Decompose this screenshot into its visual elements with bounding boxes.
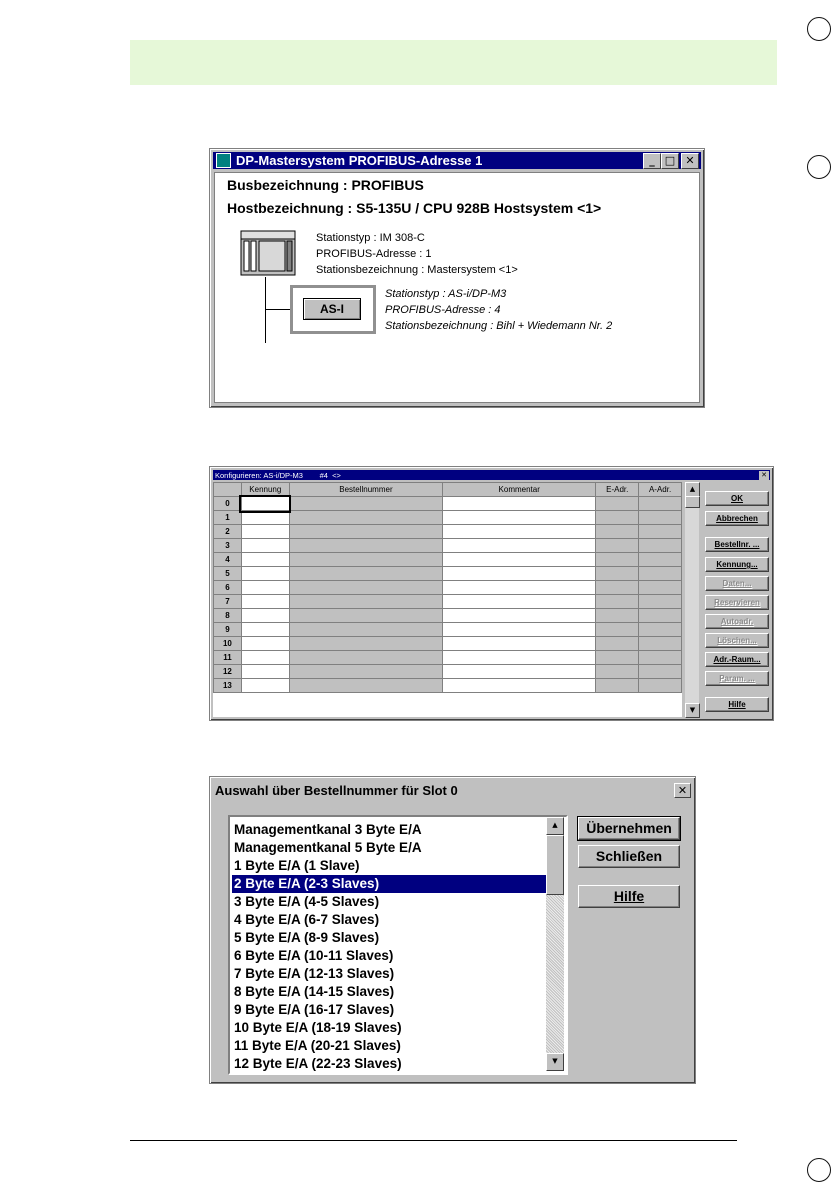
table-row[interactable] — [214, 609, 682, 623]
kennung-cell[interactable] — [241, 609, 289, 623]
row-number: 1 — [214, 511, 242, 525]
a-adr-cell[interactable] — [639, 511, 682, 525]
window-client — [214, 172, 700, 403]
kommentar-cell[interactable] — [443, 609, 596, 623]
bestellnummer-cell[interactable] — [289, 679, 442, 693]
table-header — [214, 483, 682, 497]
window-titlebar — [213, 780, 692, 800]
side-button: Löschen... — [705, 633, 769, 648]
kommentar-cell[interactable] — [443, 525, 596, 539]
col-bestellnummer[interactable]: Bestellnummer — [289, 483, 442, 497]
kommentar-cell[interactable] — [443, 581, 596, 595]
row-number: 8 — [214, 609, 242, 623]
list-item[interactable]: 8 Byte E/A (14-15 Slaves) — [234, 984, 395, 999]
kommentar-cell[interactable] — [443, 595, 596, 609]
kommentar-cell[interactable] — [443, 623, 596, 637]
table-row[interactable] — [214, 623, 682, 637]
bestellnummer-cell[interactable] — [289, 511, 442, 525]
bestellnummer-listbox[interactable] — [228, 815, 568, 1075]
window-title: Konfigurieren: AS-i/DP-M3 #4 <> — [215, 470, 341, 480]
schliessen-button[interactable]: Schließen — [578, 845, 680, 868]
kennung-cell[interactable] — [241, 553, 289, 567]
bestellnummer-cell[interactable] — [289, 637, 442, 651]
list-item[interactable]: 3 Byte E/A (4-5 Slaves) — [234, 894, 380, 909]
list-item[interactable]: 10 Byte E/A (18-19 Slaves) — [234, 1020, 402, 1035]
table-row[interactable] — [214, 637, 682, 651]
list-item[interactable]: Managementkanal 3 Byte E/A — [234, 822, 422, 837]
kennung-cell[interactable] — [241, 651, 289, 665]
col-kennung[interactable]: Kennung — [241, 483, 289, 497]
maximize-icon[interactable]: □ — [661, 153, 679, 169]
kommentar-cell[interactable] — [443, 497, 596, 511]
slave-frame[interactable] — [290, 285, 376, 334]
list-item[interactable]: 11 Byte E/A (20-21 Slaves) — [234, 1038, 401, 1053]
bestellnummer-cell[interactable] — [289, 609, 442, 623]
table-row[interactable] — [214, 665, 682, 679]
corner-cell — [214, 483, 242, 497]
punch-hole — [807, 17, 831, 41]
bestellnummer-cell[interactable] — [289, 567, 442, 581]
col-e-adr[interactable]: E-Adr. — [596, 483, 639, 497]
table-row[interactable] — [214, 497, 682, 511]
a-adr-cell[interactable] — [639, 539, 682, 553]
scroll-thumb[interactable] — [546, 835, 564, 895]
side-button: Reservieren — [705, 595, 769, 610]
bestellnummer-cell[interactable] — [289, 665, 442, 679]
side-button: Autoadr. — [705, 614, 769, 629]
bestellnummer-cell[interactable] — [289, 553, 442, 567]
list-scrollbar[interactable] — [546, 817, 564, 1071]
window-titlebar — [213, 470, 770, 480]
a-adr-cell[interactable] — [639, 525, 682, 539]
table-row[interactable] — [214, 679, 682, 693]
table-row[interactable] — [214, 511, 682, 525]
side-button[interactable]: Adr.-Raum... — [705, 652, 769, 667]
punch-hole — [807, 1158, 831, 1182]
kommentar-cell[interactable] — [443, 567, 596, 581]
bus-line-horizontal — [265, 309, 291, 310]
e-adr-cell[interactable] — [596, 679, 639, 693]
side-button[interactable]: Abbrechen — [705, 511, 769, 526]
bus-label: Busbezeichnung : PROFIBUS — [227, 177, 424, 193]
a-adr-cell[interactable] — [639, 609, 682, 623]
side-button[interactable]: OK — [705, 491, 769, 506]
slot-table[interactable] — [213, 482, 682, 717]
a-adr-cell[interactable] — [639, 637, 682, 651]
window-title: Auswahl über Bestellnummer für Slot 0 — [215, 782, 458, 798]
e-adr-cell[interactable] — [596, 623, 639, 637]
kennung-cell[interactable] — [241, 595, 289, 609]
as-i-station-button[interactable]: AS-I — [303, 298, 361, 320]
slave-adresse: PROFIBUS-Adresse : 4 — [385, 304, 501, 316]
bestellnummer-cell[interactable] — [289, 539, 442, 553]
table-scrollbar[interactable] — [685, 482, 699, 717]
scroll-up-icon[interactable]: ▲ — [546, 817, 564, 835]
plc-rack-icon[interactable] — [237, 229, 299, 277]
a-adr-cell[interactable] — [639, 623, 682, 637]
a-adr-cell[interactable] — [639, 581, 682, 595]
row-number: 4 — [214, 553, 242, 567]
side-button: Param. ... — [705, 671, 769, 686]
row-number: 7 — [214, 595, 242, 609]
hilfe-button[interactable] — [578, 885, 680, 908]
hilfe-label: Hilfe — [613, 888, 645, 904]
col-a-adr[interactable]: A-Adr. — [639, 483, 682, 497]
minimize-icon[interactable]: _ — [643, 153, 661, 169]
kommentar-cell[interactable] — [443, 679, 596, 693]
list-item[interactable]: Managementkanal 5 Byte E/A — [234, 840, 422, 855]
e-adr-cell[interactable] — [596, 651, 639, 665]
list-item[interactable]: 6 Byte E/A (10-11 Slaves) — [234, 948, 394, 963]
a-adr-cell[interactable] — [639, 567, 682, 581]
bestellnummer-cell[interactable] — [289, 581, 442, 595]
uebernehmen-button[interactable]: Übernehmen — [578, 817, 680, 840]
app-icon — [216, 153, 231, 168]
kennung-cell[interactable] — [241, 581, 289, 595]
list-item[interactable]: 5 Byte E/A (8-9 Slaves) — [234, 930, 380, 945]
side-button[interactable]: Bestellnr. ... — [705, 537, 769, 552]
e-adr-cell[interactable] — [596, 637, 639, 651]
punch-hole — [807, 155, 831, 179]
row-number: 10 — [214, 637, 242, 651]
kennung-cell[interactable] — [241, 511, 289, 525]
table-row[interactable] — [214, 553, 682, 567]
list-item[interactable]: 12 Byte E/A (22-23 Slaves) — [234, 1056, 402, 1071]
row-number: 6 — [214, 581, 242, 595]
row-number: 13 — [214, 679, 242, 693]
kennung-cell[interactable] — [241, 623, 289, 637]
footer-rule — [130, 1140, 737, 1141]
bestellnummer-cell[interactable] — [289, 623, 442, 637]
kennung-cell[interactable] — [241, 637, 289, 651]
host-label: Hostbezeichnung : S5-135U / CPU 928B Hostsystem <1> — [227, 200, 602, 216]
row-number: 9 — [214, 623, 242, 637]
kennung-cell[interactable] — [241, 525, 289, 539]
e-adr-cell[interactable] — [596, 581, 639, 595]
scroll-down-icon[interactable]: ▼ — [685, 703, 700, 718]
bestellnummer-cell[interactable] — [289, 595, 442, 609]
kommentar-cell[interactable] — [443, 511, 596, 525]
bestellnummer-cell[interactable] — [289, 525, 442, 539]
e-adr-cell[interactable] — [596, 665, 639, 679]
table-row[interactable] — [214, 539, 682, 553]
slave-stationstyp: Stationstyp : AS-i/DP-M3 — [385, 288, 507, 300]
side-button[interactable]: Kennung... — [705, 557, 769, 572]
a-adr-cell[interactable] — [639, 497, 682, 511]
e-adr-cell[interactable] — [596, 595, 639, 609]
close-icon[interactable]: ✕ — [759, 471, 769, 480]
table-row[interactable] — [214, 525, 682, 539]
e-adr-cell[interactable] — [596, 525, 639, 539]
row-number: 2 — [214, 525, 242, 539]
kommentar-cell[interactable] — [443, 539, 596, 553]
kommentar-cell[interactable] — [443, 553, 596, 567]
row-number: 11 — [214, 651, 242, 665]
master-stationstyp: Stationstyp : IM 308-C — [316, 232, 425, 244]
scroll-up-icon[interactable]: ▲ — [685, 482, 700, 497]
bestellnummer-cell[interactable] — [289, 497, 442, 511]
auswahl-window — [209, 776, 696, 1084]
table-row[interactable] — [214, 651, 682, 665]
e-adr-cell[interactable] — [596, 539, 639, 553]
kennung-cell[interactable] — [241, 679, 289, 693]
list-item[interactable]: 1 Byte E/A (1 Slave) — [234, 858, 360, 873]
kommentar-cell[interactable] — [443, 665, 596, 679]
konfigurieren-window — [209, 466, 774, 721]
window-title: DP-Mastersystem PROFIBUS-Adresse 1 — [236, 153, 483, 168]
list-item[interactable]: 7 Byte E/A (12-13 Slaves) — [234, 966, 395, 981]
row-number: 12 — [214, 665, 242, 679]
list-item[interactable]: 4 Byte E/A (6-7 Slaves) — [234, 912, 380, 927]
col-kommentar[interactable]: Kommentar — [443, 483, 596, 497]
bestellnummer-cell[interactable] — [289, 651, 442, 665]
scroll-thumb[interactable] — [685, 496, 700, 508]
a-adr-cell[interactable] — [639, 679, 682, 693]
kennung-cell[interactable] — [241, 497, 289, 511]
kennung-cell[interactable] — [241, 539, 289, 553]
row-number: 5 — [214, 567, 242, 581]
scroll-down-icon[interactable]: ▼ — [546, 1053, 564, 1071]
list-item[interactable]: 9 Byte E/A (16-17 Slaves) — [234, 1002, 395, 1017]
master-bezeichnung: Stationsbezeichnung : Mastersystem <1> — [316, 264, 518, 276]
table-row[interactable] — [214, 581, 682, 595]
close-icon[interactable]: ✕ — [674, 783, 691, 798]
list-item[interactable]: 2 Byte E/A (2-3 Slaves) — [232, 875, 546, 893]
side-button[interactable]: Hilfe — [705, 697, 769, 712]
kommentar-cell[interactable] — [443, 651, 596, 665]
table-row[interactable] — [214, 567, 682, 581]
e-adr-cell[interactable] — [596, 567, 639, 581]
header-band — [130, 40, 777, 85]
a-adr-cell[interactable] — [639, 651, 682, 665]
bus-line-vertical — [265, 277, 266, 343]
dp-mastersystem-window — [209, 148, 705, 408]
kennung-cell[interactable] — [241, 567, 289, 581]
kennung-cell[interactable] — [241, 665, 289, 679]
e-adr-cell[interactable] — [596, 609, 639, 623]
e-adr-cell[interactable] — [596, 553, 639, 567]
window-titlebar — [213, 152, 701, 169]
a-adr-cell[interactable] — [639, 595, 682, 609]
table-row[interactable] — [214, 595, 682, 609]
side-button: Daten... — [705, 576, 769, 591]
row-number: 0 — [214, 497, 242, 511]
e-adr-cell[interactable] — [596, 511, 639, 525]
close-icon[interactable]: ✕ — [681, 153, 699, 169]
a-adr-cell[interactable] — [639, 553, 682, 567]
slave-bezeichnung: Stationsbezeichnung : Bihl + Wiedemann Nr. 2 — [385, 320, 613, 332]
row-number: 3 — [214, 539, 242, 553]
master-adresse: PROFIBUS-Adresse : 1 — [316, 248, 432, 260]
a-adr-cell[interactable] — [639, 665, 682, 679]
kommentar-cell[interactable] — [443, 637, 596, 651]
e-adr-cell[interactable] — [596, 497, 639, 511]
